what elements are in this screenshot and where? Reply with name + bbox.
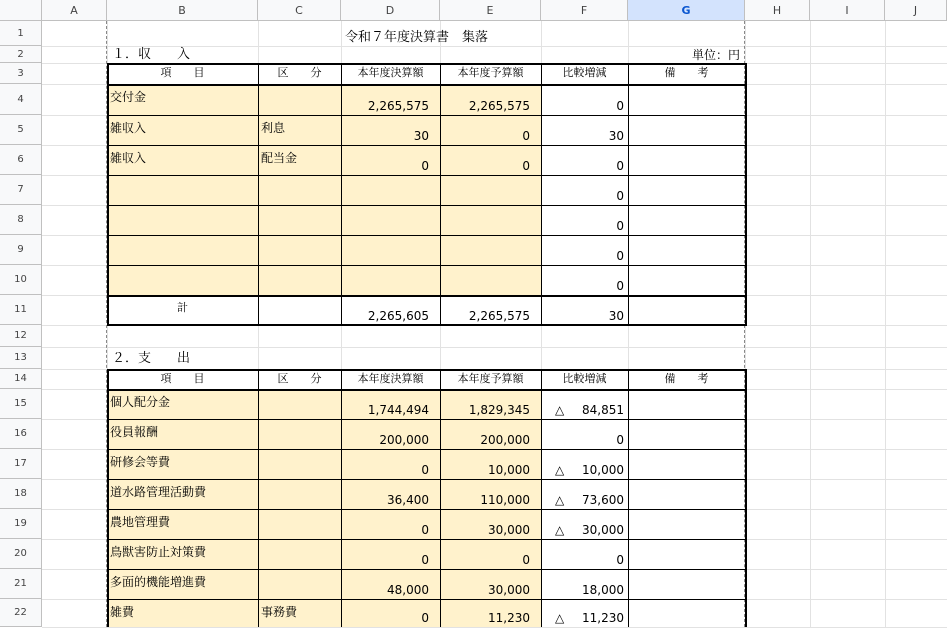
income-diff: 0 xyxy=(616,219,624,233)
section-title-expense: ２．支 出 xyxy=(112,351,191,366)
diff-value: 73,600 xyxy=(582,493,624,507)
expense-budget: 10,000 xyxy=(488,463,530,477)
expense-header-item: 項 目 xyxy=(160,372,205,385)
cell-border xyxy=(107,145,745,146)
expense-actual: 0 xyxy=(421,553,429,567)
income-total-budget: 2,265,575 xyxy=(468,309,530,323)
row-header-13[interactable]: 13 xyxy=(0,347,42,369)
cell-border xyxy=(107,324,746,326)
column-header-d[interactable]: D xyxy=(341,0,440,21)
expense-header-budget: 本年度予算額 xyxy=(457,372,524,385)
column-header-b[interactable]: B xyxy=(107,0,258,21)
income-diff: 0 xyxy=(616,189,624,203)
triangle-minus-glyph: △ xyxy=(555,463,565,477)
column-header-j[interactable]: J xyxy=(885,0,947,21)
gridline-horizontal xyxy=(42,347,947,348)
cell-border xyxy=(107,539,745,540)
expense-header-diff: 比較増減 xyxy=(562,372,607,385)
expense-actual: 200,000 xyxy=(379,433,429,447)
cell-border xyxy=(107,419,745,420)
income-actual: 2,265,575 xyxy=(367,99,429,113)
row-header-22[interactable]: 22 xyxy=(0,599,42,627)
expense-header-actual: 本年度決算額 xyxy=(357,372,424,385)
expense-diff: 0 xyxy=(616,433,624,447)
cell-border xyxy=(107,479,745,480)
cell-border xyxy=(107,389,746,391)
sheet-title: 令和７年度決算書 集落 xyxy=(345,30,489,45)
diff-value: 11,230 xyxy=(582,611,624,625)
row-header-15[interactable]: 15 xyxy=(0,389,42,419)
column-header-i[interactable]: I xyxy=(810,0,885,21)
expense-item: 多面的機能増進費 xyxy=(110,575,207,589)
expense-item: 個人配分金 xyxy=(110,395,171,409)
row-header-10[interactable]: 10 xyxy=(0,265,42,295)
expense-item: 鳥獣害防止対策費 xyxy=(110,545,207,559)
cell-border xyxy=(107,205,745,206)
column-header-f[interactable]: F xyxy=(541,0,628,21)
expense-actual: 1,744,494 xyxy=(367,403,429,417)
row-header-2[interactable]: 2 xyxy=(0,46,42,63)
row-header-21[interactable]: 21 xyxy=(0,569,42,599)
cell-border xyxy=(107,235,745,236)
cell-border xyxy=(107,295,746,297)
expense-budget: 30,000 xyxy=(488,523,530,537)
income-budget: 2,265,575 xyxy=(468,99,530,113)
expense-actual: 0 xyxy=(421,523,429,537)
expense-diff: 18,000 xyxy=(582,583,624,597)
income-total-actual: 2,265,605 xyxy=(367,309,429,323)
income-diff: 0 xyxy=(616,99,624,113)
income-header-category: 区 分 xyxy=(277,66,322,79)
row-header-5[interactable]: 5 xyxy=(0,115,42,145)
cell-border xyxy=(107,175,745,176)
cell-border xyxy=(107,449,745,450)
row-header-1[interactable]: 1 xyxy=(0,21,42,46)
column-header-g[interactable]: G xyxy=(628,0,745,21)
cell-border xyxy=(745,369,747,627)
expense-diff xyxy=(547,403,624,417)
expense-diff xyxy=(547,611,624,625)
expense-budget: 1,829,345 xyxy=(468,403,530,417)
diff-value: 10,000 xyxy=(582,463,624,477)
cell-border xyxy=(107,63,746,65)
cell-border xyxy=(107,84,746,86)
triangle-minus-glyph: △ xyxy=(555,493,565,507)
income-actual: 30 xyxy=(413,129,429,143)
column-header-h[interactable]: H xyxy=(745,0,810,21)
income-item: 交付金 xyxy=(110,90,147,104)
triangle-minus-glyph: △ xyxy=(555,523,565,537)
column-header-a[interactable]: A xyxy=(42,0,107,21)
row-header-6[interactable]: 6 xyxy=(0,145,42,175)
income-header-budget: 本年度予算額 xyxy=(457,66,524,79)
cell-border xyxy=(107,569,745,570)
income-diff: 0 xyxy=(616,249,624,263)
expense-item: 雑費 xyxy=(110,605,135,619)
expense-diff xyxy=(547,493,624,507)
row-header-16[interactable]: 16 xyxy=(0,419,42,449)
select-all-corner[interactable] xyxy=(0,0,42,21)
income-item: 雑収入 xyxy=(110,121,147,135)
row-header-11[interactable]: 11 xyxy=(0,295,42,325)
expense-item: 農地管理費 xyxy=(110,515,171,529)
cell-border xyxy=(107,63,109,326)
expense-header-category: 区 分 xyxy=(277,372,322,385)
row-header-9[interactable]: 9 xyxy=(0,235,42,265)
cell-border xyxy=(541,369,542,627)
row-header-4[interactable]: 4 xyxy=(0,84,42,115)
cell-border xyxy=(628,369,629,627)
income-total-label: 計 xyxy=(177,301,188,314)
row-header-7[interactable]: 7 xyxy=(0,175,42,205)
income-budget: 0 xyxy=(522,129,530,143)
income-diff: 0 xyxy=(616,159,624,173)
expense-budget: 110,000 xyxy=(480,493,530,507)
expense-actual: 36,400 xyxy=(387,493,429,507)
column-header-c[interactable]: C xyxy=(258,0,341,21)
income-budget: 0 xyxy=(522,159,530,173)
cell-border xyxy=(628,63,629,325)
diff-value: 84,851 xyxy=(582,403,624,417)
section-title-income: １．収 入 xyxy=(112,47,191,62)
expense-budget: 0 xyxy=(522,553,530,567)
expense-budget: 200,000 xyxy=(480,433,530,447)
triangle-minus-glyph: △ xyxy=(555,403,565,417)
cell-border xyxy=(107,509,745,510)
diff-value: 30,000 xyxy=(582,523,624,537)
expense-header-note: 備 考 xyxy=(664,372,709,385)
expense-item: 研修会等費 xyxy=(110,455,171,469)
row-header-3[interactable]: 3 xyxy=(0,63,42,84)
income-actual: 0 xyxy=(421,159,429,173)
expense-diff: 0 xyxy=(616,553,624,567)
expense-budget: 30,000 xyxy=(488,583,530,597)
cell-border xyxy=(107,599,745,600)
expense-actual: 48,000 xyxy=(387,583,429,597)
expense-item: 道水路管理活動費 xyxy=(110,485,207,499)
unit-label: 単位：円 xyxy=(691,48,740,62)
cell-border xyxy=(258,63,259,325)
expense-diff xyxy=(547,523,624,537)
cell-border xyxy=(107,369,109,627)
expense-item: 役員報酬 xyxy=(110,425,159,439)
row-header-19[interactable]: 19 xyxy=(0,509,42,539)
income-header-diff: 比較増減 xyxy=(562,66,607,79)
row-header-12[interactable]: 12 xyxy=(0,325,42,347)
row-header-17[interactable]: 17 xyxy=(0,449,42,479)
expense-actual: 0 xyxy=(421,463,429,477)
income-diff: 30 xyxy=(608,129,624,143)
row-header-18[interactable]: 18 xyxy=(0,479,42,509)
income-category: 利息 xyxy=(261,121,286,135)
cell-border xyxy=(107,265,745,266)
income-header-actual: 本年度決算額 xyxy=(357,66,424,79)
column-header-e[interactable]: E xyxy=(440,0,541,21)
income-diff: 0 xyxy=(616,279,624,293)
income-header-note: 備 考 xyxy=(664,66,709,79)
cell-border xyxy=(107,369,746,371)
cell-border xyxy=(107,115,745,116)
row-header-14[interactable]: 14 xyxy=(0,369,42,389)
row-header-20[interactable]: 20 xyxy=(0,539,42,569)
gridline-vertical xyxy=(885,21,886,627)
expense-diff xyxy=(547,463,624,477)
expense-category: 事務費 xyxy=(261,605,298,619)
gridline-vertical xyxy=(810,21,811,627)
cell-border xyxy=(745,63,747,326)
income-header-item: 項 目 xyxy=(160,66,205,79)
income-category: 配当金 xyxy=(261,151,298,165)
income-total-diff: 30 xyxy=(608,309,624,323)
expense-budget: 11,230 xyxy=(488,611,530,625)
income-item: 雑収入 xyxy=(110,151,147,165)
row-header-8[interactable]: 8 xyxy=(0,205,42,235)
expense-actual: 0 xyxy=(421,611,429,625)
triangle-minus-glyph: △ xyxy=(555,611,565,625)
cell-border xyxy=(258,369,259,627)
